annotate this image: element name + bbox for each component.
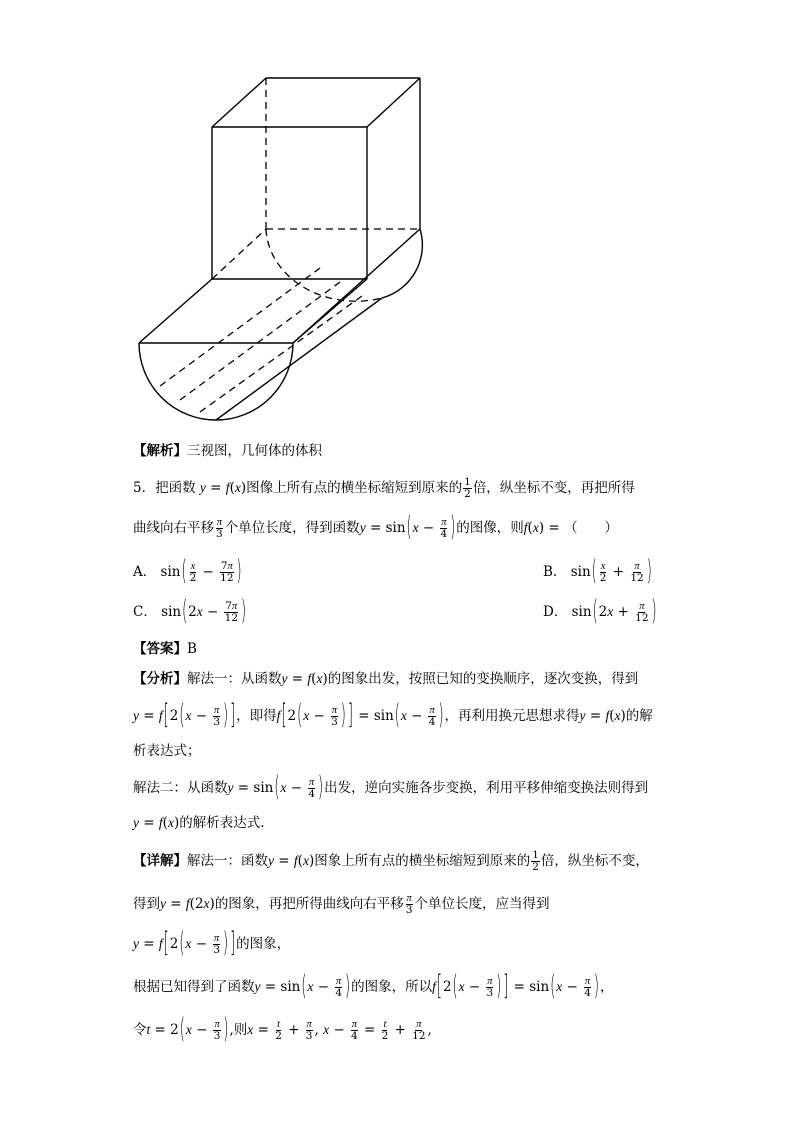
fraction: $\frac{1}{2}$ <box>464 476 471 500</box>
analysis-line3: 析表达式； <box>133 743 201 759</box>
q5-number: 5． <box>133 480 156 496</box>
option-c[interactable]: C． sin(2x − $\frac{7\pi}{12}$ ) <box>133 596 247 628</box>
analysis-line4: 解法二：从函数y = sin(x − $\frac{\pi}{4}$ )出发，逆向实施各步变换，利用平移伸缩变换法则得到 <box>133 772 649 804</box>
analysis-line5: y = f(x)的解析表达式. <box>133 815 265 831</box>
analysis-text: 三视图，几何体的体积 <box>187 443 322 459</box>
math: y <box>199 480 206 495</box>
analysis-line1: 【分析】解法一：从函数y = f(x)的图象出发，按照已知的变换顺序，逐次变换，得到 <box>133 671 639 687</box>
detail-line5: 令t = 2(x − $\frac{\pi}{3}$ ),则x = $\frac{t}{2}$ + $\frac{\pi}{3}$ , x − $\frac{\pi}{4}$ = $\frac{t}{2}$ + $\frac{\pi}{12}$ , <box>133 1014 432 1046</box>
detail-line3: y = f[2(x − $\frac{\pi}{3}$ ) ]的图象， <box>133 928 291 960</box>
xiangjie-label: 【详解】 <box>133 853 187 869</box>
answer-label: 【答案】 <box>133 641 187 657</box>
q5-line2: 曲线向右平移 $\frac{\pi}{3}$ 个单位长度，得到函数y = sin(x − $\frac{\pi}{4}$ )的图像，则f(x) = （ ） <box>133 512 618 544</box>
option-row-ab <box>133 556 652 588</box>
option-row-cd <box>133 596 657 628</box>
detail-line2: 得到y = f(2x)的图象，再把所得曲线向右平移 $\frac{\pi}{3}$ 个单位长度，应当得到 <box>133 893 550 916</box>
solid-figure <box>130 70 430 430</box>
detail-line1: 【详解】解法一：函数y = f(x)图象上所有点的横坐标缩短到原来的 $\frac{1}{2}$ 倍，纵坐标不变， <box>133 849 649 873</box>
option-d[interactable]: D． sin(2x + $\frac{\pi}{12}$ ) <box>543 596 657 628</box>
analysis-label: 【解析】 <box>133 443 187 459</box>
option-b[interactable]: B． sin( $\frac{x}{2}$ + $\frac{\pi}{12}$ ) <box>543 556 652 588</box>
answer-line <box>133 639 197 659</box>
q5-line1: 5．把函数 y = f(x)图像上所有点的横坐标缩短到原来的 $\frac{1}{2}$ 倍，纵坐标不变，再把所得 <box>133 476 635 500</box>
option-a[interactable]: A． sin( $\frac{x}{2}$ − $\frac{7\pi}{12}$ ) <box>133 556 242 588</box>
answer-value: B <box>187 641 197 657</box>
fenxi-label: 【分析】 <box>133 671 187 687</box>
analysis-line2: y = f[2(x − $\frac{\pi}{3}$ ) ]，即得f[2(x − $\frac{\pi}{3}$ ) ] = sin(x − $\frac{\pi}{4}$ )，再利用换元思想求得y = f(x)的解 <box>133 700 653 732</box>
detail-line4: 根据已知得到了函数y = sin(x − $\frac{\pi}{4}$ )的图象，所以f[2(x − $\frac{\pi}{3}$ ) ] = sin(x − $\frac{\pi}{4}$ )， <box>133 971 614 1003</box>
